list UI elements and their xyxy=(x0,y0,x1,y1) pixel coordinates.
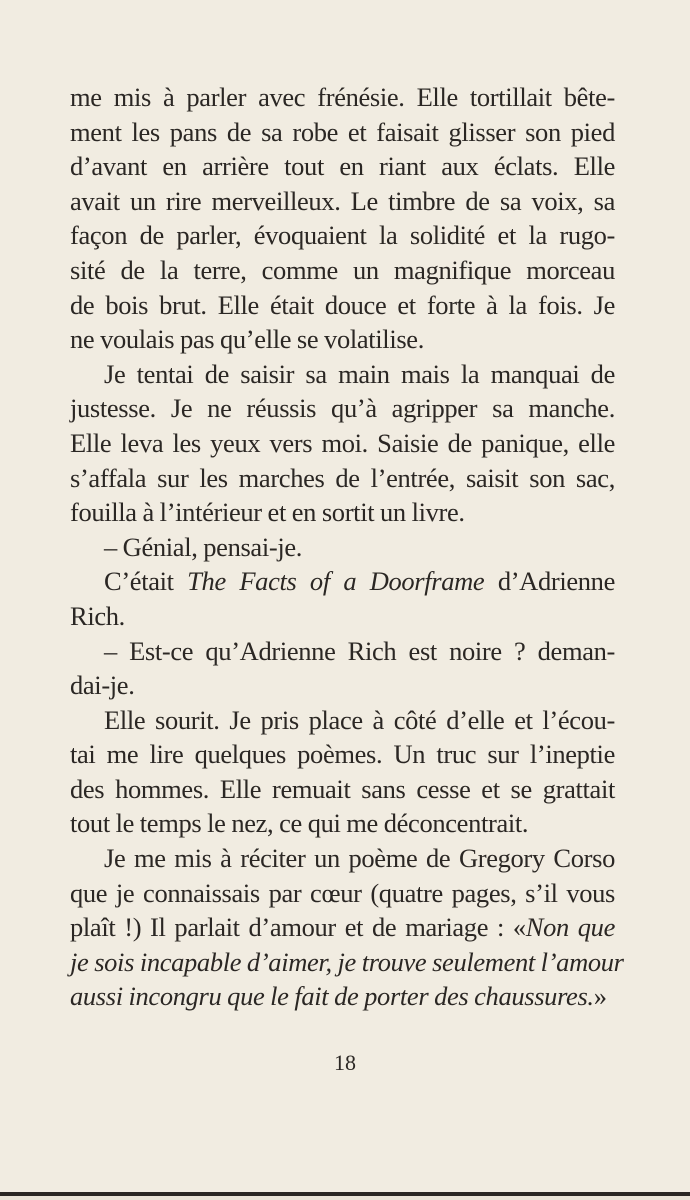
text-line: dai-je. xyxy=(70,670,135,701)
quote-line xyxy=(70,979,615,1014)
book-title: The Facts of a Doorframe xyxy=(187,566,485,597)
text-line: que je connaissais par cœur (quatre pages, s’il vous xyxy=(70,877,615,908)
text-line: tout le temps le nez, ce qui me déconcentrait. xyxy=(70,808,529,839)
dialogue-line: – Est-ce qu’Adrienne Rich est noire ? deman- xyxy=(104,635,615,666)
page-number: 18 xyxy=(334,1050,356,1075)
text-line: sité de la terre, comme un magnifique morceau xyxy=(70,254,615,285)
text-line: de bois brut. Elle était douce et forte à la fois. Je xyxy=(70,289,615,320)
paragraph-first-line xyxy=(70,564,615,599)
text-line xyxy=(70,910,615,945)
text-line: Elle leva les yeux vers moi. Saisie de panique, elle xyxy=(70,427,615,458)
closing-guillemet: » xyxy=(593,981,607,1012)
text-line: tai me lire quelques poèmes. Un truc sur l’ineptie xyxy=(70,739,615,770)
paragraph-first-line: Je me mis à réciter un poème de Gregory Corso xyxy=(104,843,615,874)
quote-fragment: Non que xyxy=(525,912,615,943)
text-line: des hommes. Elle remuait sans cesse et se grattait xyxy=(70,773,615,804)
text-line: façon de parler, évoquaient la solidité et la rugo- xyxy=(70,220,615,251)
paragraph-first-line: Je tentai de saisir sa main mais la manquai de xyxy=(104,358,615,389)
text-line: avait un rire merveilleux. Le timbre de sa voix, sa xyxy=(70,185,615,216)
text-line: ne voulais pas qu’elle se volatilise. xyxy=(70,324,424,355)
text-line: Rich. xyxy=(70,600,125,631)
text-fragment: plaît !) Il parlait d’amour et de mariage : « xyxy=(70,912,526,943)
dialogue-line: – Génial, pensai-je. xyxy=(104,531,303,562)
text-line: fouilla à l’intérieur et en sortit un livre. xyxy=(70,497,465,528)
text-line: ment les pans de sa robe et faisait glisser son pied xyxy=(70,116,615,147)
body-text xyxy=(70,80,624,1014)
text-line: justesse. Je ne réussis qu’à agripper sa manche. xyxy=(70,393,615,424)
quote-line: je sois incapable d’aimer, je trouve seulement l’amour xyxy=(70,946,624,977)
text-fragment: C’était xyxy=(104,566,174,597)
text-fragment: d’Adrienne xyxy=(497,566,615,597)
text-line: me mis à parler avec frénésie. Elle tortillait bête- xyxy=(70,82,615,112)
text-line: d’avant en arrière tout en riant aux éclats. Elle xyxy=(70,151,615,182)
paragraph-first-line: Elle sourit. Je pris place à côté d’elle et l’écou- xyxy=(104,704,615,735)
text-line: s’affala sur les marches de l’entrée, saisit son sac, xyxy=(70,462,615,493)
quote-fragment: aussi incongru que le fait de porter des chaussures. xyxy=(70,981,594,1012)
